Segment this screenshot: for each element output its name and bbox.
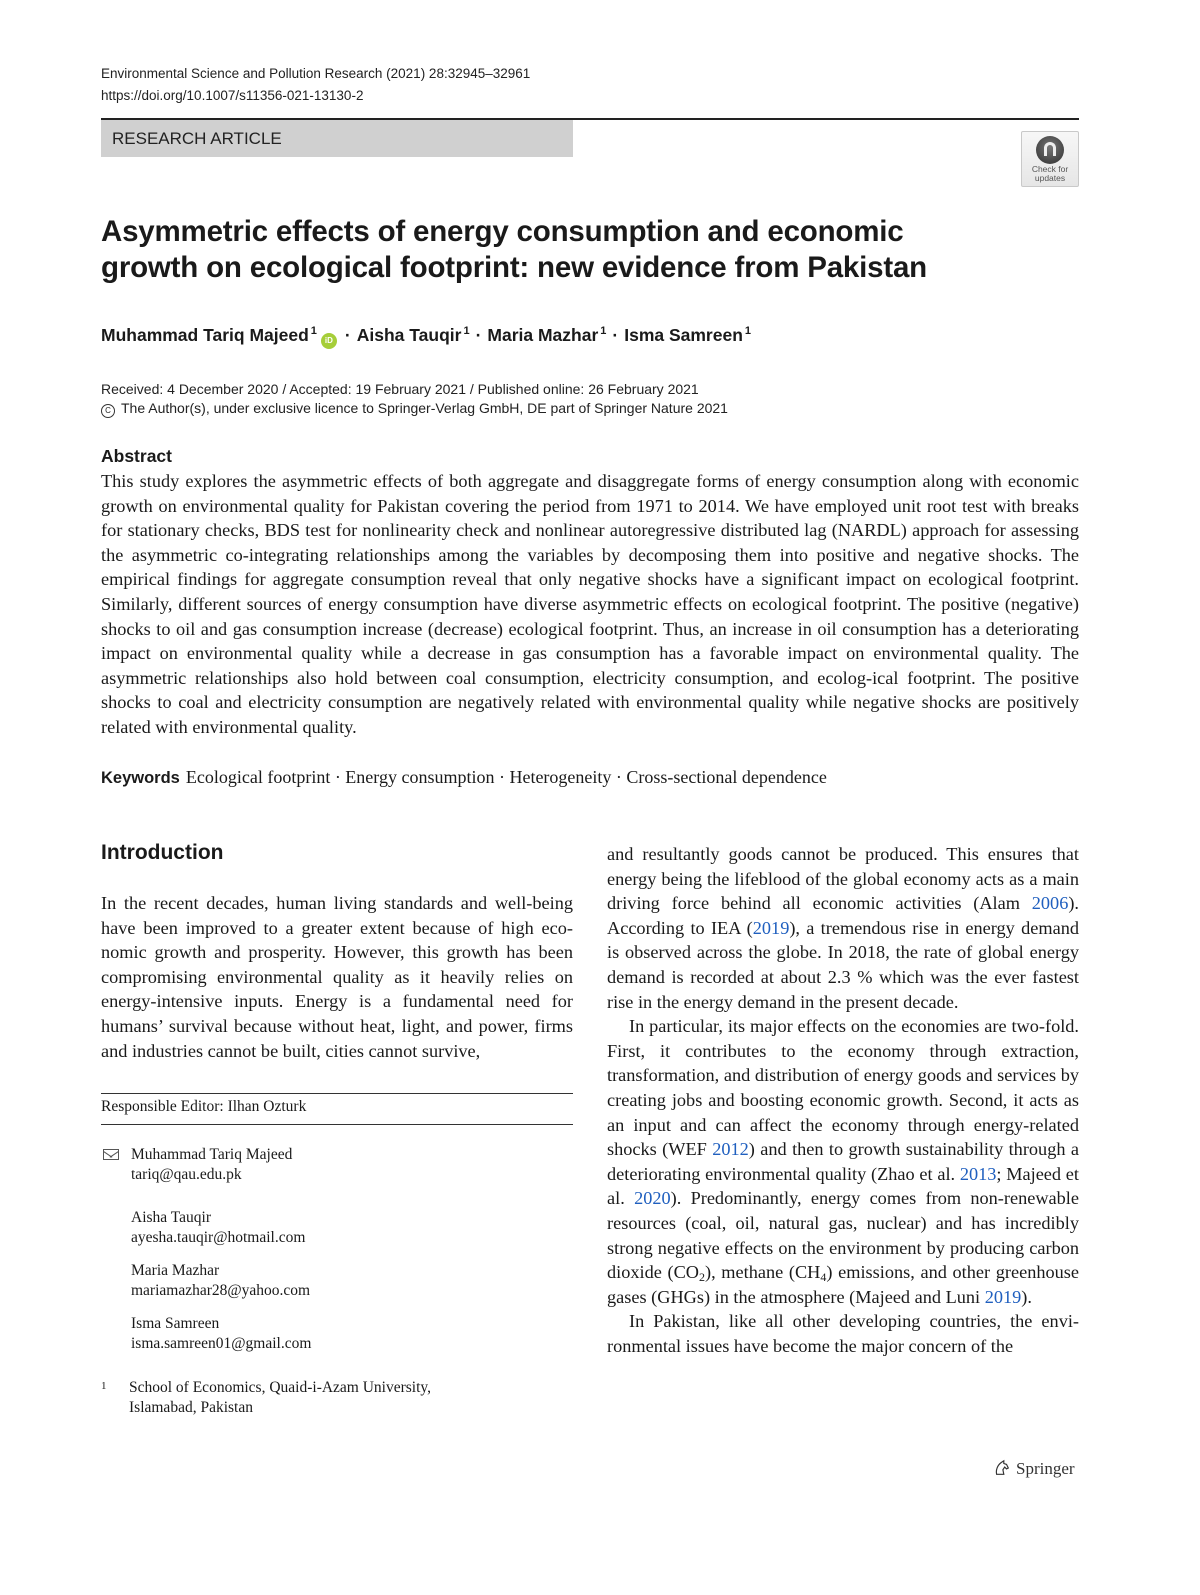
contact-email[interactable]: isma.samreen01@gmail.com: [131, 1335, 312, 1352]
citation-link[interactable]: 2020: [634, 1188, 671, 1209]
article-title: [101, 214, 961, 286]
author-affil: 1: [310, 325, 317, 337]
affiliation-line: School of Economics, Quaid-i-Azam University,: [129, 1379, 432, 1396]
doi-link[interactable]: https://doi.org/10.1007/s11356-021-13130-2: [101, 88, 364, 103]
author-list: Muhammad Tariq Majeed $^1$iD · Aisha Tauqir $^1$ · Maria Mazhar $^1$ · Isma Samreen $^1$: [101, 318, 751, 349]
contact-name: Isma Samreen: [131, 1315, 220, 1332]
title-line-1: Asymmetric effects of energy consumption and economic: [101, 215, 904, 248]
intro-right-column: [607, 842, 1079, 1358]
crossmark-label: Check for: [1031, 164, 1069, 174]
contact-entry: [101, 1145, 573, 1185]
affiliation-line: Islamabad, Pakistan: [129, 1399, 253, 1416]
author-contacts: [101, 1145, 573, 1366]
article-type-banner: RESEARCH ARTICLE: [101, 120, 573, 157]
intro-paragraph: In Pakistan, like all other developing countries, the envi-ronmental issues have become the major concern of the: [607, 1311, 1079, 1356]
section-heading-introduction: Introduction: [101, 841, 224, 864]
keywords-text: Ecological footprint · Energy consumption · Heterogeneity · Cross-sectional dependence: [185, 767, 827, 787]
citation-link[interactable]: 2013: [959, 1163, 997, 1184]
publisher-name: Springer: [1016, 1459, 1075, 1478]
author-name[interactable]: Muhammad Tariq Majeed: [101, 325, 309, 345]
affiliation: [101, 1378, 573, 1418]
springer-horse-icon: [993, 1459, 1011, 1477]
publication-dates: Received: 4 December 2020 / Accepted: 19 February 2021 / Published online: 26 February 2021: [101, 381, 699, 397]
contact-email[interactable]: tariq@qau.edu.pk: [131, 1166, 242, 1183]
footnote-rule: [101, 1124, 573, 1125]
citation-link[interactable]: 2012: [712, 1139, 749, 1160]
journal-citation: Environmental Science and Pollution Research (2021) 28:32945–32961: [101, 66, 531, 81]
contact-email[interactable]: ayesha.tauqir@hotmail.com: [131, 1229, 306, 1246]
citation-link[interactable]: 2006: [1031, 893, 1069, 914]
author-affil: 1: [463, 325, 470, 337]
contact-name: Muhammad Tariq Majeed: [131, 1146, 293, 1163]
copyright-icon: C: [101, 404, 115, 418]
contact-entry: [101, 1208, 573, 1248]
contact-name: Maria Mazhar: [131, 1262, 220, 1279]
crossmark-label-2: updates: [1034, 173, 1066, 183]
check-for-updates-button[interactable]: [1021, 131, 1079, 187]
author-name[interactable]: Maria Mazhar: [487, 325, 599, 345]
abstract-text: This study explores the asymmetric effects of both aggregate and disaggregate forms of energy consumption along with economic growth on environmental quality for Pakistan covering the period from 1971 to 2014. We have employed unit root test with breaks for stationary checks, BDS test for nonlinearity check and nonlinear autoregressive distributed lag (NARDL) approach for assessing the asymmetric co-integrating relationships among the variables by decomposing them into positive and negative shocks. The empirical findings for aggregate consumption reveal that only negative shocks have a significant impact on ecological footprint. Similarly, different sources of energy consumption have diverse asymmetric effects on ecological footprint. The positive (negative) shocks to oil and gas consumption increase (decrease) ecological footprint. Thus, an increase in oil consumption has a deteriorating impact on environmental quality while a decrease in gas consumption has a favorable impact on environmental quality. The asymmetric relationships also hold between coal consumption, electricity consumption, and ecolog-ical footprint. The positive shocks to coal and electricity consumption are negatively related with environmental quality while negative shocks are positively related with environmental quality.: [101, 471, 1079, 737]
footnote-rule: [101, 1093, 573, 1094]
keywords: [101, 765, 827, 790]
intro-paragraph: In particular, its major effects on the economies are two-fold. First, it contributes to the economy through extraction, transformation, and distribution of energy goods and services by creating jobs and boosting economic growth. Second, it acts as an input and can affect the economy through energy-related shocks (WEF 2012) and then to growth sustainability through a deteriorating environmental quality (Zhao et al. 2013; Majeed et al. 2020). Predominantly, energy comes from non-renewable resources (coal, oil, natural gas, nuclear) and has incredibly strong negative effects on the environment by producing carbon dioxide $(CO_2)$, methane $(CH_4)$ emissions, and other greenhouse gases (GHGs) in the atmosphere (Majeed and Luni 2019).: [607, 1016, 1080, 1307]
citation-link[interactable]: 2019: [752, 917, 790, 938]
copyright-line: [101, 399, 728, 418]
citation-link[interactable]: 2019: [984, 1286, 1022, 1307]
contact-email[interactable]: mariamazhar28@yahoo.com: [131, 1282, 311, 1299]
affiliation-number: 1: [101, 1380, 107, 1392]
contact-entry: [101, 1314, 573, 1354]
copyright-text: The Author(s), under exclusive licence to Springer-Verlag GmbH, DE part of Springer Nature 2021: [121, 400, 728, 416]
keywords-label: Keywords: [101, 769, 180, 787]
author-name[interactable]: Aisha Tauqir: [356, 325, 462, 345]
crossmark-icon: [1036, 136, 1064, 164]
intro-left-paragraph: In the recent decades, human living standards and well-being have been improved to a greater extent because of high eco-nomic growth and prosperity. However, this growth has been compromising environmental quality as it heavily relies on energy-intensive inputs. Energy is a fundamental need for humans’ survival because without heat, light, and power, firms and industries cannot be built, cities cannot survive,: [101, 893, 573, 1061]
responsible-editor: Responsible Editor: Ilhan Ozturk: [101, 1098, 307, 1115]
title-line-2: growth on ecological footprint: new evidence from Pakistan: [101, 251, 927, 284]
author-name[interactable]: Isma Samreen: [624, 325, 743, 345]
contact-name: Aisha Tauqir: [131, 1209, 211, 1226]
author-affil: 1: [600, 325, 607, 337]
author-affil: 1: [744, 325, 752, 337]
envelope-icon: [103, 1149, 119, 1160]
orcid-icon[interactable]: iD: [321, 333, 337, 349]
publisher-logo: [993, 1458, 1075, 1480]
abstract-heading: Abstract: [101, 446, 172, 466]
contact-entry: [101, 1261, 573, 1301]
intro-paragraph: and resultantly goods cannot be produced. This ensures that energy being the lifeblood of the global economy acts as a main driving force behind all economic activities (Alam 2006). According to IEA (2019), a tremendous rise in energy demand is observed across the globe. In 2018, the rate of global energy demand is recorded at about 2.3 % which was the ever fastest rise in the energy demand in the present decade.: [607, 844, 1079, 1012]
